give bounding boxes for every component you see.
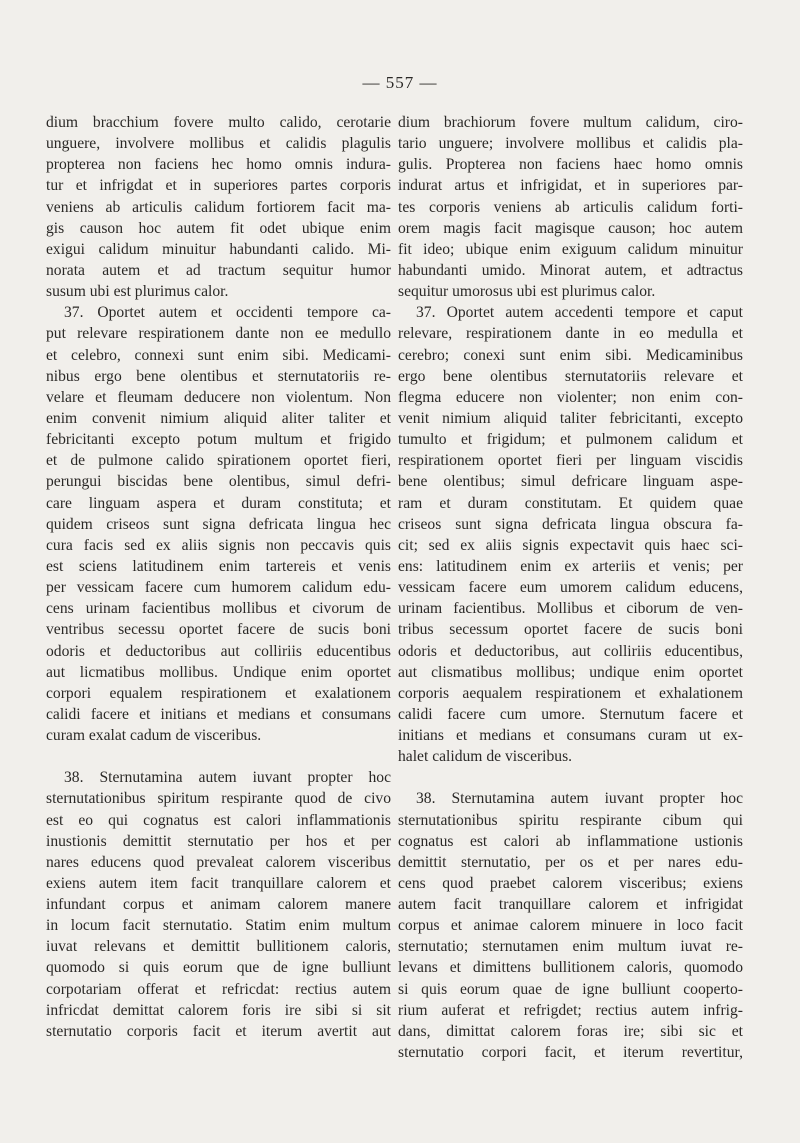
right-column-line: respirationem oportet fieri per linguam viscidis	[398, 452, 743, 470]
left-column-line: exigui calidum minuitur habundanti calido. Mi-	[46, 240, 391, 258]
right-column-line: relevare, respirationem dante in eo medulla et	[398, 325, 743, 343]
right-column-line: orem magis facit magisque causon; hoc autem	[398, 219, 743, 237]
left-column-line: ventribus secessu oportet facere de sucis boni	[46, 621, 391, 639]
right-column-line: corpus et animae calorem minuere in loco facit	[398, 917, 743, 935]
left-column-line: odoris et deductoribus aut colliriis educentibus	[46, 642, 391, 660]
left-column-line: 37. Oportet autem et occidenti tempore ca-	[64, 304, 391, 322]
right-column-line: halet calidum de visceribus.	[398, 748, 573, 766]
left-column-line: inustionis demittit sternutatio per hos et per	[46, 832, 391, 850]
left-column-line: est eo qui cognatus est calori inflammationis	[46, 811, 391, 829]
right-column-line: 37. Oportet autem accedenti tempore et caput	[416, 304, 743, 322]
left-column-line: quidem criseos sunt signa defricata lingua hec	[46, 515, 391, 533]
right-column-line: urinam facientibus. Mollibus et ciborum de ven-	[398, 600, 743, 618]
right-column-line: gulis. Propterea non faciens haec homo omnis	[398, 156, 743, 174]
left-column-line: unguere, involvere mollibus et calidis plagulis	[46, 135, 391, 153]
right-column-line: dium brachiorum fovere multum calidum, ciro-	[398, 114, 743, 131]
right-column-line: cerebro; conexi sunt enim sibi. Medicaminibus	[398, 346, 743, 364]
right-column-line: autem facit tranquillare calorem et infrigidat	[398, 896, 743, 914]
right-column-line: odoris et deductoribus, aut colliriis educentibus,	[398, 642, 743, 660]
left-column-line: quomodo si quis eorum que de igne bulliunt	[46, 959, 391, 977]
left-column-line: infundant corpus et animam calorem manere	[46, 896, 391, 914]
left-column-line: aut licmatibus mollibus. Undique enim oportet	[46, 663, 391, 681]
right-column-line: tribus secessum oportet facere de sucis boni	[398, 621, 743, 639]
right-column-line: sequitur umorosus ubi est plurimus calor.	[398, 283, 656, 301]
right-column-line: ergo bene olentibus sternutatoriis relevare et	[398, 367, 743, 385]
right-column-line: aut clismatibus mollibus; undique enim oportet	[398, 663, 743, 681]
right-column-text	[398, 112, 743, 1063]
right-column-line: vessicam facere eum umorem calidum educens,	[398, 579, 743, 597]
left-column-line: tur et infrigdat et in superiores partes corporis	[46, 177, 391, 195]
left-column-text	[46, 112, 391, 1042]
left-column-line: perungui biscidas bene olentibus, simul defri-	[46, 473, 391, 491]
right-column-line: venit nimium aliquid taliter febricitanti, excepto	[398, 409, 743, 427]
left-column-line: infricdat demittat calorem foris ire sibi si sit	[46, 1001, 391, 1019]
left-column-line: care linguam aspera et duram constituta; et	[46, 494, 391, 512]
right-column-line: rium auferat et refrigdet; rectius autem infrig-	[398, 1001, 743, 1019]
left-column-line: put relevare respirationem dante non ee medullo	[46, 325, 391, 343]
left-column-line: corpotariam offerat et refricdat: rectius autem	[46, 980, 391, 998]
left-column-line: enim convenit nimium aliquid aliter taliter et	[46, 409, 391, 427]
right-column-line: sternutatio corpori facit, et iterum revertitur,	[398, 1044, 743, 1062]
left-column-line: norata autem et ad tractum sequitur humor	[46, 261, 391, 279]
right-column-line: 38. Sternutamina autem iuvant propter hoc	[416, 790, 743, 808]
left-column-line: in locum facit sternutatio. Statim enim multum	[46, 917, 391, 935]
right-column-line: si quis eorum quae de igne bulliunt cooperto-	[398, 980, 743, 998]
left-column-line: per vessicam facere cum humorem calidum edu-	[46, 579, 391, 597]
right-column-line: tario unguere; involvere mollibus et calidis pla-	[398, 135, 743, 153]
left-column-line: iuvat relevans et demittit bullitionem caloris,	[46, 938, 391, 956]
right-column-line: initians et medians et consumans curam ut ex-	[398, 727, 743, 745]
right-column-line: ram et duram constitutam. Et quidem quae	[398, 494, 743, 512]
right-column-line: cognatus est calori ab inflammatione ustionis	[398, 832, 743, 850]
left-column-line: veniens ab articulis calidum fortiorem facit ma-	[46, 198, 391, 216]
right-column-line: ens: latitudinem enim ex arteriis et venis; per	[398, 557, 743, 575]
left-column-line: cens urinam facientibus mollibus et civorum de	[46, 600, 391, 618]
left-column-line: exiens autem item facit tranquillare calorem et	[46, 874, 391, 892]
left-column-line: curam exalat cadum de visceribus.	[46, 727, 262, 745]
paragraph-gap	[398, 767, 743, 788]
left-column-line: et de pulmone calido spirationem oportet fieri,	[46, 452, 391, 470]
right-column-line: indurat artus et infrigidat, et in superiores par-	[398, 177, 743, 195]
right-column-line: criseos sunt signa defricata lingua obscura fa-	[398, 515, 743, 533]
right-column-line: fit ideo; ubique enim exiguum calidum minuitur	[398, 240, 743, 258]
left-column-line: febricitanti excepto potum multum et frigido	[46, 431, 391, 449]
paragraph-gap	[46, 746, 391, 767]
left-column-line: nibus ergo bene olentibus et sternutatoriis re-	[46, 367, 391, 385]
right-column-line: tes corporis veniens ab articulis calidum forti-	[398, 198, 743, 216]
left-column-line: et celebro, connexi sunt enim sibi. Medicami-	[46, 346, 391, 364]
left-column-line: dium bracchium fovere multo calido, cerotarie	[46, 114, 391, 131]
right-column-line: dans, dimittat calorem foras ire; sibi sic et	[398, 1022, 743, 1040]
right-column-line: cit; sed ex aliis signis expectavit quis haec sci-	[398, 536, 743, 554]
left-column-line: sternutatio corporis facit et iterum avertit aut	[46, 1022, 391, 1040]
left-column-line: propterea non faciens hec homo omnis indura-	[46, 156, 391, 174]
left-column-line: velare et fleumam deducere non violentum. Non	[46, 388, 391, 406]
right-column-line: habundanti umido. Minorat autem, et adtractus	[398, 261, 743, 279]
right-column-line: corporis aequalem respirationem et exhalationem	[398, 684, 743, 702]
right-column-line: levans et dimittens bullitionem caloris, quomodo	[398, 959, 743, 977]
left-column-line: est sciens latitudinem enim tartereis et venis	[46, 557, 391, 575]
left-column-line: susum ubi est plurimus calor.	[46, 283, 229, 301]
right-column-line: sternutatio; sternutamen enim multum iuvat re-	[398, 938, 743, 956]
right-column-line: cens quod praebet calorem visceribus; exiens	[398, 874, 743, 892]
right-column-line: tumulto et frigidum; et pulmonem calidum et	[398, 431, 743, 449]
left-column-line: nares educens quod prevaleat calorem visceribus	[46, 853, 391, 871]
right-column-line: demittit sternutatio, per os et per nares edu-	[398, 853, 743, 871]
left-column-line: calidi facere et initians et medians et consumans	[46, 705, 391, 723]
left-column-line: 38. Sternutamina autem iuvant propter hoc	[64, 769, 391, 787]
right-column-line: flegma educere non violenter; non enim con-	[398, 388, 743, 406]
page-number: — 557 —	[362, 73, 438, 92]
left-column-line: cura facis sed ex aliis signis non peccavis quis	[46, 536, 391, 554]
right-column-line: calidi facere cum umore. Sternutum facere et	[398, 705, 743, 723]
right-column-line: bene olentibus; simul defricare linguam aspe-	[398, 473, 743, 491]
right-column-line: sternutationibus spiritu respirante cibum qui	[398, 811, 743, 829]
left-column-line: corpori equalem respirationem et exalationem	[46, 684, 391, 702]
left-column-line: gis causon hoc autem fit odet ubique enim	[46, 219, 391, 237]
left-column-line: sternutationibus spiritum respirante quod de civo	[46, 790, 391, 808]
